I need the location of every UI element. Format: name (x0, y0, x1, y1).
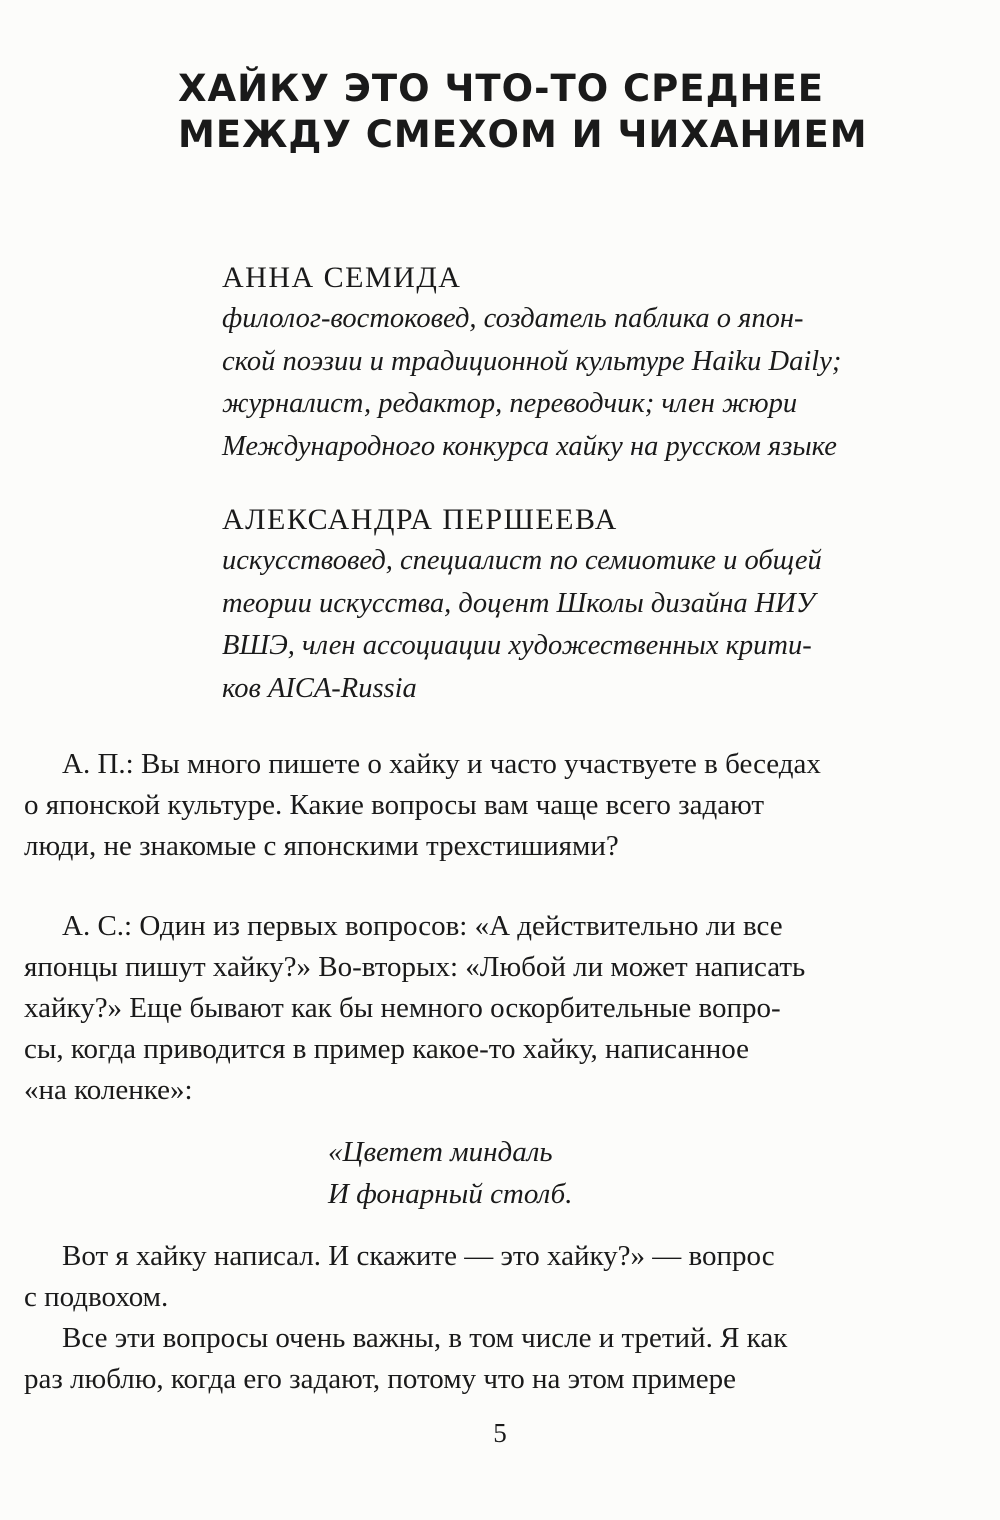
paragraph-line: о японской культуре. Какие вопросы вам чаще всего задают (24, 789, 765, 821)
author-block-alexandra (222, 500, 862, 710)
paragraph (24, 1236, 854, 1318)
author-description-line: ков AICA-Russia (222, 672, 417, 704)
author-description-line: искусствовед, специалист по семиотике и общей (222, 545, 822, 576)
author-description-line: ВШЭ, член ассоциации художественных крити- (222, 630, 812, 661)
chapter-title (178, 66, 878, 158)
page-number: 5 (493, 1418, 507, 1448)
haiku-line: «Цветет миндаль (328, 1136, 553, 1168)
paragraph-line: с подвохом. (24, 1281, 169, 1313)
chapter-title-line: ХАЙКУ ЭТО ЧТО-ТО СРЕДНЕЕ (178, 67, 825, 110)
interview-answer (24, 906, 854, 1111)
author-description (222, 540, 862, 710)
author-name: АЛЕКСАНДРА ПЕРШЕЕВА (222, 503, 618, 536)
paragraph-line: хайку?» Еще бывают как бы немного оскорбительные вопро- (24, 992, 781, 1024)
author-description-line: журналист, редактор, переводчик; член жюри (222, 388, 798, 419)
paragraph-line: японцы пишут хайку?» Во-вторых: «Любой ли может написать (24, 951, 806, 983)
paragraph-line: «на коленке»: (24, 1074, 193, 1106)
paragraph-line: Все эти вопросы очень важны, в том числе и третий. Я как (62, 1322, 788, 1354)
author-description-line: филолог-востоковед, создатель паблика о япон- (222, 303, 804, 334)
author-block-anna (222, 258, 862, 468)
chapter-title-line: МЕЖДУ СМЕХОМ И ЧИХАНИЕМ (178, 113, 868, 156)
interview-question (24, 744, 854, 867)
paragraph-line: сы, когда приводится в пример какое-то хайку, написанное (24, 1033, 749, 1065)
paragraph-line: раз люблю, когда его задают, потому что на этом примере (24, 1363, 737, 1395)
author-description (222, 298, 862, 468)
paragraph (24, 1318, 854, 1400)
paragraph-line: люди, не знакомые с японскими трехстишиями? (24, 830, 619, 862)
haiku-line: И фонарный столб. (328, 1178, 573, 1210)
paragraph-line: Вот я хайку написал. И скажите — это хайку?» — вопрос (62, 1240, 775, 1272)
haiku-quote (328, 1131, 573, 1215)
author-description-line: ской поэзии и традиционной культуре Haiku Daily; (222, 345, 842, 377)
paragraph-line: А. С.: Один из первых вопросов: «А действительно ли все (62, 910, 783, 942)
author-description-line: теории искусства, доцент Школы дизайна НИУ (222, 587, 816, 619)
author-name: АННА СЕМИДА (222, 261, 462, 294)
author-description-line: Международного конкурса хайку на русском языке (222, 430, 837, 462)
paragraph-line: А. П.: Вы много пишете о хайку и часто участвуете в беседах (62, 748, 821, 780)
